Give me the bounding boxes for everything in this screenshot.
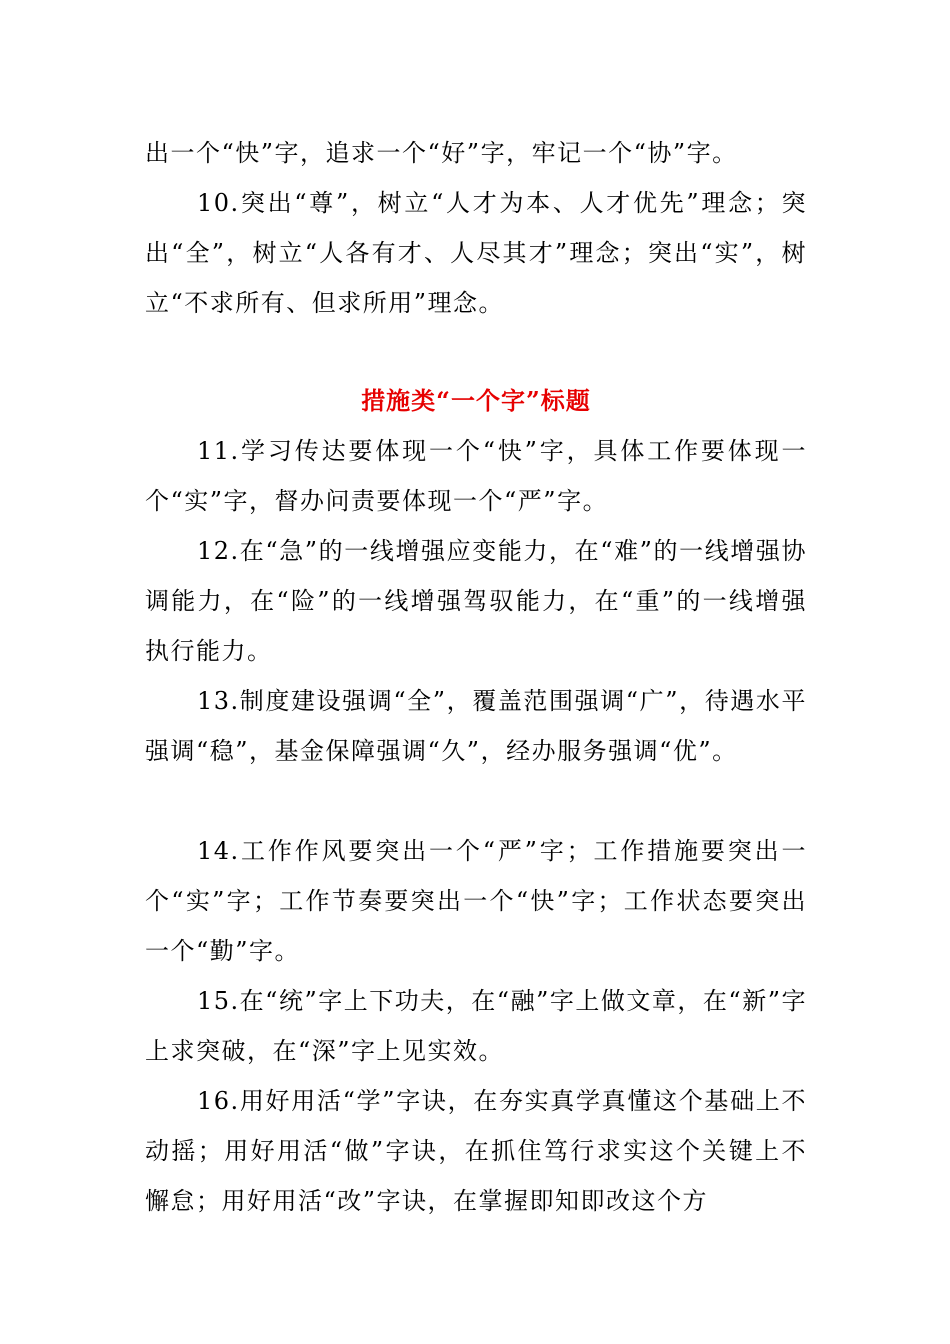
paragraph-14: 14.工作作风要突出一个“严”字；工作措施要突出一个“实”字；工作节奏要突出一个“快”字；工作状态要突出一个“勤”字。 [145, 837, 807, 965]
paragraph-10: 10.突出“尊”，树立“人才为本、人才优先”理念；突出“全”，树立“人各有才、人尽其才”理念；突出“实”，树立“不求所有、但求所用”理念。 [145, 189, 807, 317]
paragraph-11: 11.学习传达要体现一个“快”字，具体工作要体现一个“实”字，督办问责要体现一个“严”字。 [145, 437, 807, 515]
paragraph-13: 13.制度建设强调“全”，覆盖范围强调“广”，待遇水平强调“稳”，基金保障强调“久”，经办服务强调“优”。 [145, 687, 807, 765]
section-heading: 措施类“一个字”标题 [361, 386, 591, 415]
paragraph-16: 16.用好用活“学”字诀，在夯实真学真懂这个基础上不动摇；用好用活“做”字诀，在抓住笃行求实这个关键上不懈怠；用好用活“改”字诀，在掌握即知即改这个方 [145, 1087, 807, 1215]
paragraph-continued: 出一个“快”字，追求一个“好”字，牢记一个“协”字。 [145, 139, 738, 167]
paragraph-15: 15.在“统”字上下功夫，在“融”字上做文章，在“新”字上求突破，在“深”字上见实效。 [145, 987, 807, 1065]
paragraph-12: 12.在“急”的一线增强应变能力，在“难”的一线增强协调能力，在“险”的一线增强驾驭能力，在“重”的一线增强执行能力。 [145, 537, 807, 665]
